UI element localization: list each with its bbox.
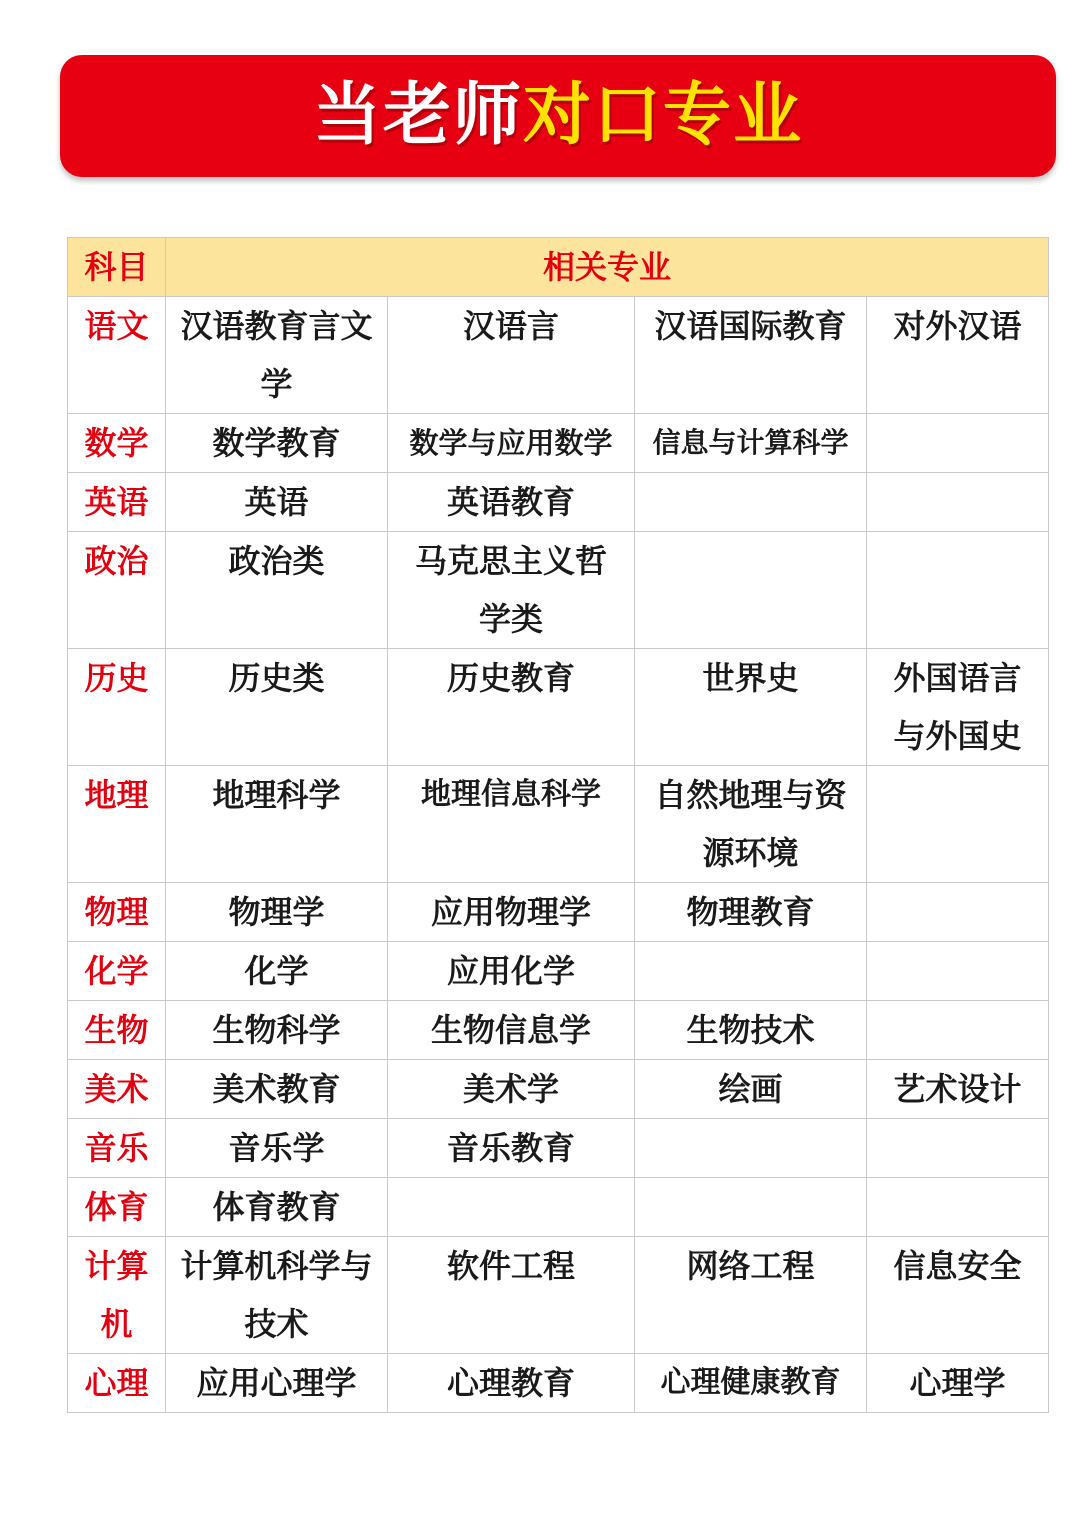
table-row [68, 1354, 1049, 1413]
major-cell [635, 473, 867, 532]
table-row [68, 1178, 1049, 1237]
subject-cell: 政治 [68, 532, 166, 649]
subject-cell: 化学 [68, 942, 166, 1001]
subject-cell: 地理 [68, 766, 166, 883]
subject-cell: 数学 [68, 414, 166, 473]
subject-cell: 历史 [68, 649, 166, 766]
major-cell: 应用化学 [388, 942, 635, 1001]
table-row [68, 883, 1049, 942]
page-title [312, 76, 804, 155]
major-cell: 地理科学 [166, 766, 388, 883]
major-cell: 汉语言 [388, 297, 635, 414]
major-cell: 应用物理学 [388, 883, 635, 942]
major-cell: 美术教育 [166, 1060, 388, 1119]
major-cell [867, 1178, 1049, 1237]
major-cell [867, 883, 1049, 942]
table-row [68, 1119, 1049, 1178]
subject-cell: 生物 [68, 1001, 166, 1060]
major-cell [635, 1119, 867, 1178]
title-part-white: 当老师 [312, 76, 523, 155]
major-cell: 历史类 [166, 649, 388, 766]
table-row [68, 1001, 1049, 1060]
major-cell: 生物信息学 [388, 1001, 635, 1060]
title-banner [60, 55, 1056, 177]
major-cell: 对外汉语 [867, 297, 1049, 414]
major-cell: 心理教育 [388, 1354, 635, 1413]
major-cell [867, 766, 1049, 883]
subject-cell: 物理 [68, 883, 166, 942]
table-row [68, 766, 1049, 883]
major-cell: 艺术设计 [867, 1060, 1049, 1119]
table-row [68, 473, 1049, 532]
major-cell: 心理健康教育 [635, 1354, 867, 1413]
subject-cell: 计算机 [68, 1237, 166, 1354]
major-cell [388, 1178, 635, 1237]
major-cell: 数学教育 [166, 414, 388, 473]
major-cell: 心理学 [867, 1354, 1049, 1413]
major-cell: 世界史 [635, 649, 867, 766]
major-cell: 美术学 [388, 1060, 635, 1119]
major-cell [867, 473, 1049, 532]
major-cell: 信息安全 [867, 1237, 1049, 1354]
table-header-row [68, 238, 1049, 297]
header-majors: 相关专业 [166, 238, 1049, 297]
table-row [68, 942, 1049, 1001]
major-cell: 生物科学 [166, 1001, 388, 1060]
major-cell: 音乐教育 [388, 1119, 635, 1178]
major-cell [867, 942, 1049, 1001]
table-row [68, 297, 1049, 414]
major-cell: 绘画 [635, 1060, 867, 1119]
major-cell [867, 414, 1049, 473]
table-row [68, 414, 1049, 473]
major-cell: 网络工程 [635, 1237, 867, 1354]
major-cell: 政治类 [166, 532, 388, 649]
majors-table [67, 237, 1049, 1413]
major-cell: 信息与计算科学 [635, 414, 867, 473]
major-cell: 化学 [166, 942, 388, 1001]
major-cell: 计算机科学与技术 [166, 1237, 388, 1354]
major-cell [867, 1001, 1049, 1060]
major-cell: 生物技术 [635, 1001, 867, 1060]
major-cell: 数学与应用数学 [388, 414, 635, 473]
major-cell: 英语 [166, 473, 388, 532]
major-cell [867, 532, 1049, 649]
major-cell [635, 532, 867, 649]
major-cell: 音乐学 [166, 1119, 388, 1178]
major-cell: 物理教育 [635, 883, 867, 942]
major-cell: 地理信息科学 [388, 766, 635, 883]
subject-cell: 语文 [68, 297, 166, 414]
major-cell [867, 1119, 1049, 1178]
major-cell: 物理学 [166, 883, 388, 942]
subject-cell: 音乐 [68, 1119, 166, 1178]
major-cell [635, 1178, 867, 1237]
table-row [68, 532, 1049, 649]
subject-cell: 英语 [68, 473, 166, 532]
table-row [68, 1060, 1049, 1119]
major-cell: 马克思主义哲学类 [388, 532, 635, 649]
major-cell: 外国语言与外国史 [867, 649, 1049, 766]
major-cell: 英语教育 [388, 473, 635, 532]
table-row [68, 1237, 1049, 1354]
subject-cell: 心理 [68, 1354, 166, 1413]
subject-cell: 体育 [68, 1178, 166, 1237]
subject-cell: 美术 [68, 1060, 166, 1119]
header-subject: 科目 [68, 238, 166, 297]
table-row [68, 649, 1049, 766]
major-cell: 应用心理学 [166, 1354, 388, 1413]
major-cell: 自然地理与资源环境 [635, 766, 867, 883]
major-cell [635, 942, 867, 1001]
major-cell: 汉语国际教育 [635, 297, 867, 414]
major-cell: 体育教育 [166, 1178, 388, 1237]
title-part-yellow: 对口专业 [523, 76, 804, 155]
major-cell: 历史教育 [388, 649, 635, 766]
major-cell: 软件工程 [388, 1237, 635, 1354]
major-cell: 汉语教育言文学 [166, 297, 388, 414]
